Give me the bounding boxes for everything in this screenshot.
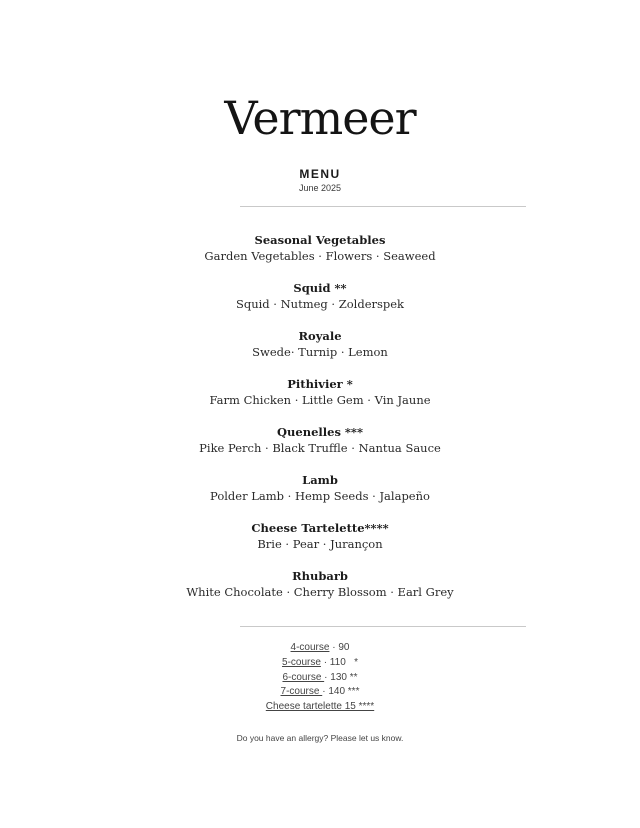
restaurant-logo[interactable]: Vermeer	[224, 91, 416, 145]
dish-item	[0, 232, 640, 280]
divider-top	[240, 206, 526, 207]
four-course-link[interactable]: 4-course	[290, 642, 330, 653]
price-value: · 130 **	[324, 671, 358, 683]
menu-title: MENU	[299, 167, 341, 181]
dish-name: Royale	[298, 329, 342, 343]
dish-item	[0, 376, 640, 424]
price-line	[0, 671, 640, 686]
dish-description: Garden Vegetables · Flowers · Seaweed	[204, 249, 436, 263]
dish-item	[0, 424, 640, 472]
dish-name: Seasonal Vegetables	[254, 233, 386, 247]
dish-description: Brie · Pear · Jurançon	[257, 537, 383, 551]
price-list	[0, 641, 640, 715]
price-line	[0, 700, 640, 715]
allergy-note: Do you have an allergy? Please let us know.	[236, 733, 404, 743]
dish-item	[0, 568, 640, 616]
cheese-tartelette-link[interactable]: Cheese tartelette 15 ****	[265, 701, 375, 713]
divider-bottom	[240, 626, 526, 627]
dish-item	[0, 328, 640, 376]
dish-item	[0, 280, 640, 328]
dish-name: Quenelles ***	[277, 425, 363, 439]
menu-date: June 2025	[298, 183, 342, 193]
price-line	[0, 656, 640, 671]
six-course-link[interactable]: 6-course	[282, 671, 325, 683]
dish-description: White Chocolate · Cherry Blossom · Earl Grey	[186, 585, 454, 599]
dish-description: Squid · Nutmeg · Zolderspek	[235, 297, 405, 311]
dish-item	[0, 520, 640, 568]
price-line	[0, 685, 640, 700]
dish-name: Rhubarb	[292, 569, 348, 583]
dish-item	[0, 472, 640, 520]
dish-name: Squid **	[293, 281, 347, 295]
five-course-link[interactable]: 5-course	[282, 656, 321, 668]
dish-description: Pike Perch · Black Truffle · Nantua Sauce	[199, 441, 441, 455]
dish-name: Lamb	[302, 473, 338, 487]
price-value: · 110 *	[320, 656, 358, 668]
price-value: · 140 ***	[322, 686, 360, 698]
dish-description: Swede· Turnip · Lemon	[252, 345, 388, 359]
seven-course-link[interactable]: 7-course	[280, 686, 323, 698]
dish-description: Farm Chicken · Little Gem · Vin Jaune	[209, 393, 431, 407]
price-line	[0, 641, 640, 656]
price-value: · 90	[329, 642, 350, 653]
dish-name: Pithivier *	[287, 377, 353, 391]
dish-list	[0, 232, 640, 616]
dish-name: Cheese Tartelette****	[251, 521, 389, 535]
dish-description: Polder Lamb · Hemp Seeds · Jalapeño	[210, 489, 430, 503]
